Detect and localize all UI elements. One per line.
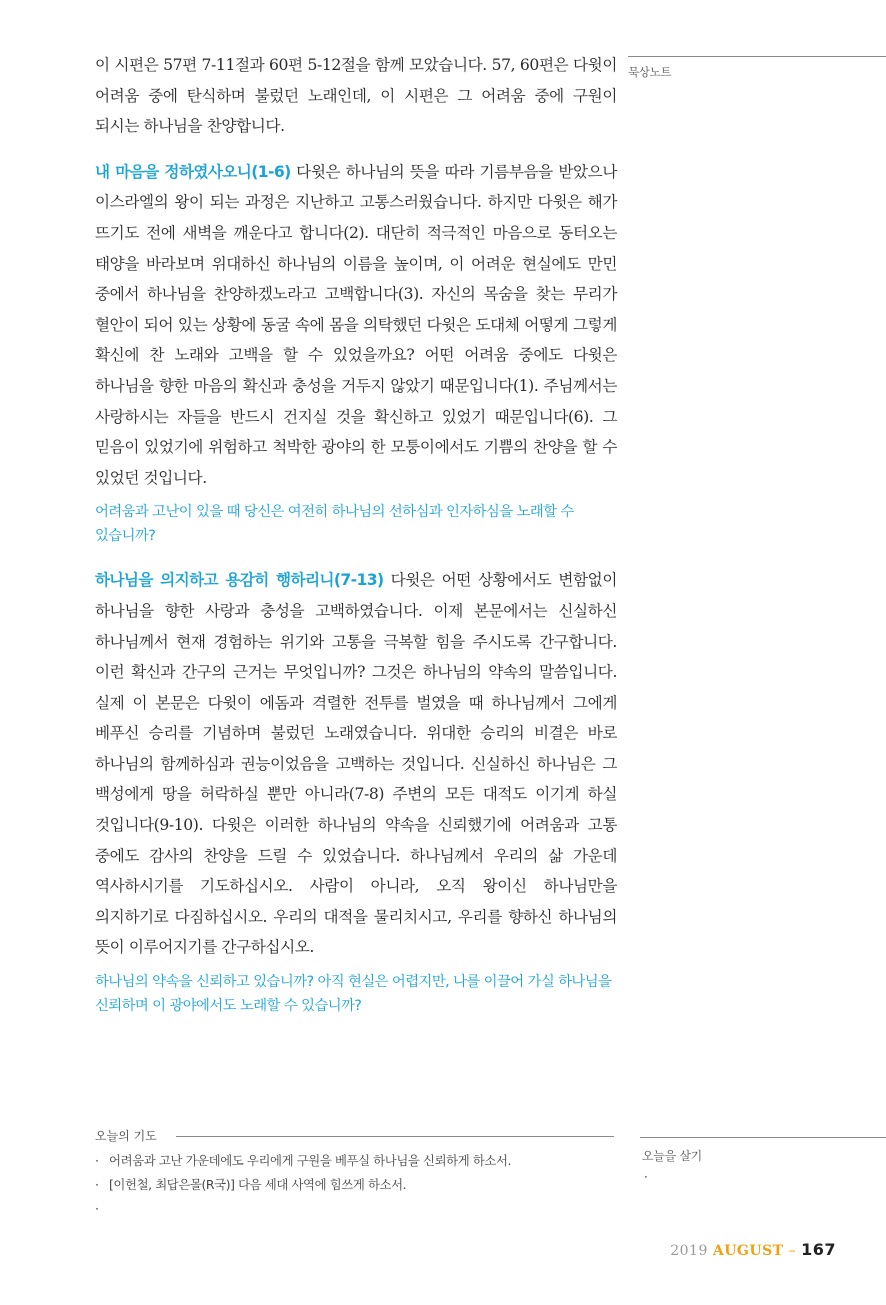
today-living-label: 오늘을 살기 — [642, 1149, 702, 1163]
section-2-body: 다윗은 어떤 상황에서도 변함없이 하나님을 향한 사랑과 충성을 고백하였습니다. 이제 본문에서는 신실하신 하나님께서 현재 경험하는 위기와 고통을 극복할 힘을 주시도록 간구합니다. 이런 확신과 간구의 근거는 무엇입니까? 그것은 하나님의 약속의 말씀입니다. 실제 이 본문은 다윗이 에돔과 격렬한 전투를 벌였을 때 하나님께서 그에게 베푸신 승리를 기념하며 불렀던 노래였습니다. 위대한 승리의 비결은 바로 하나님의 함께하심과 권능이었음을 고백하는 것입니다. 신실하신 하나님은 그 백성에게 땅을 허락하실 뿐만 아니라(7-8) 주변의 모든 대적도 이기게 하실 것입니다(9-10). 다윗은 이러한 하나님의 약속을 신뢰했기에 어려움과 고통 중에도 감사의 찬양을 드릴 수 있었습니다. 하나님께서 우리의 삶 가운데 역사하시기를 기도하십시오. 사람이 아니라, 오직 왕이신 하나님만을 의지하기로 다짐하십시오. 우리의 대적을 물리치시고, 우리를 향하신 하나님의 뜻이 이루어지기를 간구하십시오. — [95, 571, 617, 957]
main-content — [95, 50, 617, 1035]
intro-paragraph: 이 시편은 57편 7-11절과 60편 5-12절을 함께 모았습니다. 57, 60편은 다윗이 어려움 중에 탄식하며 불렀던 노래인데, 이 시편은 그 어려움 중에 구원이 되시는 하나님을 찬양합니다. — [95, 56, 617, 136]
today-living-bullet: · — [644, 1170, 648, 1184]
section-1-body: 다윗은 하나님의 뜻을 따라 기름부음을 받았으나 이스라엘의 왕이 되는 과정은 지난하고 고통스러웠습니다. 하지만 다윗은 해가 뜨기도 전에 새벽을 깨운다고 합니다(2). 대단히 적극적인 마음으로 동터오는 태양을 바라보며 위대하신 하나님의 이름을 높이며, 이 어려운 현실에도 만민 중에서 하나님을 찬양하겠노라고 고백합니다(3). 자신의 목숨을 찾는 무리가 혈안이 되어 있는 상황에 동굴 속에 몸을 의탁했던 다윗은 도대체 어떻게 그렇게 확신에 찬 노래와 고백을 할 수 있었을까요? 어떤 어려움 중에도 다윗은 하나님을 향한 마음의 확신과 충성을 거두지 않았기 때문입니다(1). 주님께서는 사랑하시는 자들을 반드시 건지실 것을 확신하고 있었기 때문입니다(6). 그 믿음이 있었기에 위험하고 척박한 광야의 한 모퉁이에서도 기쁨의 찬양을 할 수 있었던 것입니다. — [95, 162, 617, 487]
section-2-question: 하나님의 약속을 신뢰하고 있습니까? 아직 현실은 어렵지만, 나를 이끌어 가실 하나님을 신뢰하며 이 광야에서도 노래할 수 있습니까? — [95, 974, 612, 1015]
sidebar-rule-top — [628, 56, 886, 57]
section-1-paragraph — [95, 157, 617, 494]
page-footer — [670, 1240, 836, 1259]
bullet: · — [95, 1153, 99, 1168]
prayer-item — [95, 1197, 620, 1221]
footer-year: 2019 — [670, 1243, 708, 1259]
meditation-note-label: 묵상노트 — [628, 65, 672, 79]
prayer-item — [95, 1149, 620, 1173]
footer-month: AUGUST — [712, 1243, 784, 1259]
section-2-heading: 하나님을 의지하고 용감히 행하리니(7-13) — [95, 571, 384, 590]
prayer-item-text: 어려움과 고난 가운데에도 우리에게 구원을 베푸실 하나님을 신뢰하게 하소서. — [109, 1153, 512, 1168]
prayer-title: 오늘의 기도 — [95, 1129, 157, 1143]
section-2-paragraph — [95, 565, 617, 963]
page-number: 167 — [801, 1240, 836, 1259]
section-1-heading: 내 마음을 정하였사오니(1-6) — [95, 162, 291, 181]
section-1-question: 어려움과 고난이 있을 때 당신은 여전히 하나님의 선하심과 인자하심을 노래할 수 있습니까? — [95, 504, 574, 545]
prayer-item — [95, 1173, 620, 1197]
prayer-rule — [176, 1136, 614, 1137]
bullet: · — [95, 1177, 99, 1192]
prayer-list — [95, 1149, 620, 1221]
prayer-item-text: [이헌철, 최답은몰(R국)] 다음 세대 사역에 힘쓰게 하소서. — [109, 1177, 407, 1192]
bullet: · — [95, 1201, 99, 1216]
sidebar-rule-bottom — [640, 1137, 886, 1138]
footer-dash: – — [788, 1243, 797, 1259]
